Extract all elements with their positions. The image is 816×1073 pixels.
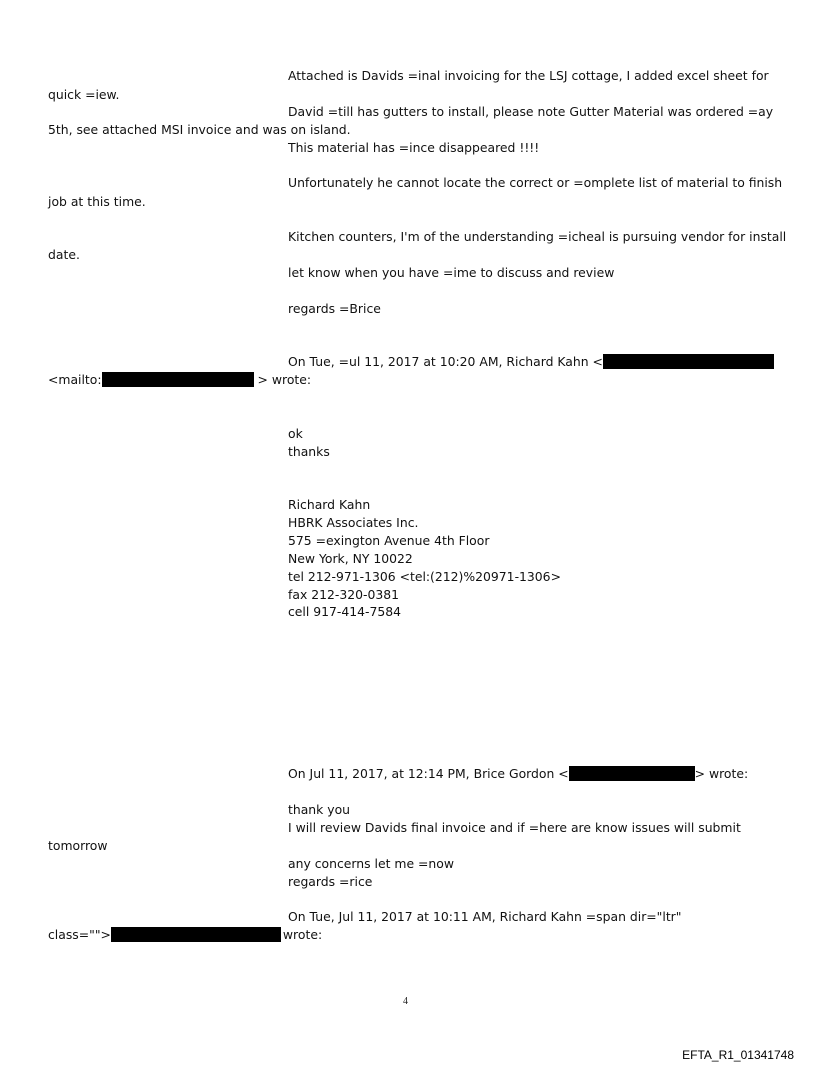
signature-tel: tel 212-971-1306 <tel:(212)%20971-1306>	[288, 569, 561, 584]
body-line: This material has =ince disappeared !!!!	[288, 140, 540, 155]
quote-header-3: On Tue, Jul 11, 2017 at 10:11 AM, Richard Kahn =span dir="ltr"	[288, 909, 682, 924]
quote-header-2	[288, 766, 748, 782]
signature-address: 575 =exington Avenue 4th Floor	[288, 533, 490, 548]
signature-cell: cell 917-414-7584	[288, 604, 402, 619]
body-line: quick =iew.	[48, 87, 120, 102]
body-line: date.	[48, 247, 80, 262]
page-number: 4	[403, 996, 408, 1007]
signature-company: HBRK Associates Inc.	[288, 515, 419, 530]
wrote-text: wrote:	[282, 927, 323, 942]
body-line: 5th, see attached MSI invoice and was on island.	[48, 122, 351, 137]
body-line: thank you	[288, 802, 351, 817]
signature-city: New York, NY 10022	[288, 551, 413, 566]
signature-fax: fax 212-320-0381	[288, 587, 400, 602]
body-line: I will review Davids final invoice and if =here are know issues will submit	[288, 820, 741, 835]
body-line: tomorrow	[48, 838, 108, 853]
signoff: regards =rice	[288, 874, 373, 889]
quote-header-text: On Tue, =ul 11, 2017 at 10:20 AM, Richard Kahn <	[288, 354, 603, 369]
body-line: David =till has gutters to install, please note Gutter Material was ordered =ay	[288, 104, 774, 119]
quote-header-3-cont	[48, 927, 322, 943]
redaction-box	[111, 927, 281, 942]
mailto-text: <mailto:	[48, 372, 102, 387]
body-line: job at this time.	[48, 194, 146, 209]
wrote-text: > wrote:	[694, 766, 749, 781]
body-line: thanks	[288, 444, 330, 459]
html-fragment-text: class="">	[48, 927, 111, 942]
redaction-box	[603, 354, 774, 369]
quote-header-1	[288, 354, 774, 370]
redaction-box	[569, 766, 695, 781]
body-line: ok	[288, 426, 303, 441]
body-line: any concerns let me =now	[288, 856, 454, 871]
quote-header-text: On Jul 11, 2017, at 12:14 PM, Brice Gordon <	[288, 766, 569, 781]
body-line: let know when you have =ime to discuss and review	[288, 265, 615, 280]
quote-header-1-cont	[48, 372, 311, 388]
body-line: Kitchen counters, I'm of the understanding =icheal is pursuing vendor for install	[288, 229, 787, 244]
signoff: regards =Brice	[288, 301, 381, 316]
wrote-text: > wrote:	[257, 372, 312, 387]
signature-name: Richard Kahn	[288, 497, 371, 512]
redaction-box	[102, 372, 254, 387]
bates-number: EFTA_R1_01341748	[682, 1048, 794, 1062]
body-line: Attached is Davids =inal invoicing for the LSJ cottage, I added excel sheet for	[288, 68, 769, 83]
body-line: Unfortunately he cannot locate the correct or =omplete list of material to finish	[288, 175, 783, 190]
